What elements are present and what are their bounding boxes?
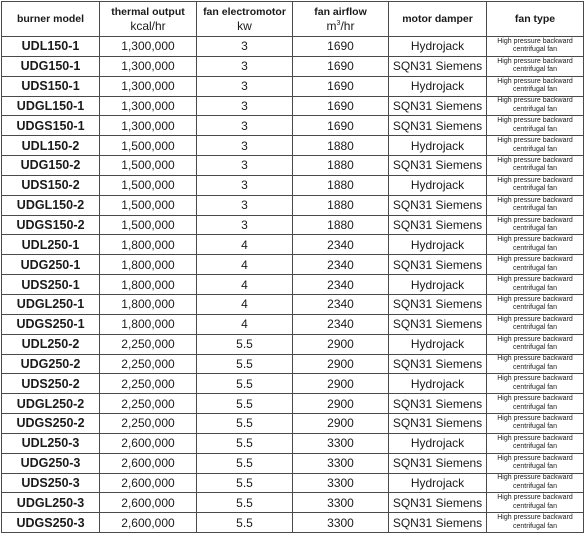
fan-type-line: High pressure backward	[497, 57, 573, 65]
cell-motor-damper: SQN31 Siemens	[389, 314, 487, 334]
table-row	[2, 76, 584, 96]
fan-type-line: centrifugal fan	[513, 86, 557, 94]
cell-fan-electromotor: 3	[197, 116, 293, 136]
cell-fan-type	[487, 453, 584, 473]
cell-fan-electromotor: 5.5	[197, 334, 293, 354]
cell-fan-electromotor: 4	[197, 294, 293, 314]
cell-motor-damper: SQN31 Siemens	[389, 294, 487, 314]
cell-burner-model: UDGS250-2	[2, 414, 100, 434]
fan-type-line: centrifugal fan	[513, 304, 557, 312]
cell-burner-model: UDS250-2	[2, 374, 100, 394]
cell-fan-type	[487, 76, 584, 96]
cell-fan-airflow: 1690	[293, 37, 389, 57]
cell-fan-airflow: 3300	[293, 513, 389, 533]
fan-type-line: High pressure backward	[497, 137, 573, 145]
cell-fan-airflow: 1690	[293, 116, 389, 136]
fan-type-line: High pressure backward	[497, 77, 573, 85]
cell-motor-damper: SQN31 Siemens	[389, 96, 487, 116]
burner-spec-table	[1, 1, 584, 533]
fan-type-line: High pressure backward	[497, 176, 573, 184]
table-row	[2, 453, 584, 473]
cell-motor-damper: SQN31 Siemens	[389, 354, 487, 374]
cell-motor-damper: SQN31 Siemens	[389, 453, 487, 473]
cell-burner-model: UDL250-1	[2, 235, 100, 255]
cell-burner-model: UDG150-2	[2, 156, 100, 176]
cell-thermal-output: 1,800,000	[100, 275, 197, 295]
cell-fan-airflow: 2900	[293, 414, 389, 434]
fan-type-line: centrifugal fan	[513, 443, 557, 451]
header-fan-electromotor	[197, 2, 293, 37]
cell-motor-damper: SQN31 Siemens	[389, 116, 487, 136]
fan-type-line: High pressure backward	[497, 117, 573, 125]
cell-fan-type	[487, 175, 584, 195]
fan-type-line: High pressure backward	[497, 37, 573, 45]
table-row	[2, 473, 584, 493]
cell-fan-airflow: 3300	[293, 473, 389, 493]
cell-burner-model: UDG250-2	[2, 354, 100, 374]
fan-type-line: centrifugal fan	[513, 502, 557, 510]
table-row	[2, 294, 584, 314]
cell-fan-electromotor: 4	[197, 235, 293, 255]
table-row	[2, 195, 584, 215]
fan-type-line: High pressure backward	[497, 256, 573, 264]
cell-thermal-output: 2,600,000	[100, 453, 197, 473]
cell-thermal-output: 1,800,000	[100, 255, 197, 275]
cell-fan-airflow: 3300	[293, 493, 389, 513]
cell-fan-electromotor: 3	[197, 136, 293, 156]
cell-fan-type	[487, 374, 584, 394]
cell-fan-airflow: 1690	[293, 96, 389, 116]
header-motor-damper	[389, 2, 487, 37]
cell-fan-electromotor: 3	[197, 96, 293, 116]
table-row	[2, 433, 584, 453]
table-row	[2, 513, 584, 533]
cell-fan-type	[487, 414, 584, 434]
fan-type-line: centrifugal fan	[513, 363, 557, 371]
table-row	[2, 136, 584, 156]
fan-type-line: centrifugal fan	[513, 46, 557, 54]
cell-thermal-output: 2,250,000	[100, 414, 197, 434]
cell-fan-airflow: 3300	[293, 453, 389, 473]
fan-type-line: High pressure backward	[497, 355, 573, 363]
fan-type-line: High pressure backward	[497, 434, 573, 442]
fan-type-line: High pressure backward	[497, 395, 573, 403]
cell-burner-model: UDGS150-2	[2, 215, 100, 235]
header-fan-type	[487, 2, 584, 37]
cell-fan-type	[487, 255, 584, 275]
fan-type-line: High pressure backward	[497, 295, 573, 303]
cell-motor-damper: Hydrojack	[389, 334, 487, 354]
fan-type-line: centrifugal fan	[513, 145, 557, 153]
cell-thermal-output: 1,800,000	[100, 314, 197, 334]
fan-type-line: centrifugal fan	[513, 225, 557, 233]
table-body	[2, 37, 584, 533]
fan-type-line: centrifugal fan	[513, 403, 557, 411]
cell-fan-type	[487, 156, 584, 176]
cell-burner-model: UDL150-2	[2, 136, 100, 156]
cell-burner-model: UDGL250-2	[2, 394, 100, 414]
cell-motor-damper: Hydrojack	[389, 76, 487, 96]
cell-thermal-output: 2,250,000	[100, 334, 197, 354]
cell-motor-damper: Hydrojack	[389, 235, 487, 255]
cell-fan-electromotor: 5.5	[197, 394, 293, 414]
table-row	[2, 374, 584, 394]
table-row	[2, 116, 584, 136]
cell-thermal-output: 2,600,000	[100, 433, 197, 453]
cell-burner-model: UDG250-3	[2, 453, 100, 473]
cell-fan-airflow: 2900	[293, 374, 389, 394]
cell-fan-type	[487, 493, 584, 513]
cell-fan-type	[487, 96, 584, 116]
cell-burner-model: UDG150-1	[2, 56, 100, 76]
cell-burner-model: UDS150-2	[2, 175, 100, 195]
table-row	[2, 275, 584, 295]
cell-thermal-output: 1,800,000	[100, 294, 197, 314]
cell-fan-airflow: 1880	[293, 195, 389, 215]
header-title: fan electromotor	[203, 5, 286, 18]
cell-fan-type	[487, 275, 584, 295]
cell-fan-type	[487, 473, 584, 493]
cell-fan-electromotor: 3	[197, 76, 293, 96]
table-row	[2, 175, 584, 195]
table-row	[2, 235, 584, 255]
fan-type-line: centrifugal fan	[513, 264, 557, 272]
header-title: motor damper	[402, 12, 473, 25]
cell-fan-electromotor: 5.5	[197, 513, 293, 533]
cell-fan-airflow: 1880	[293, 136, 389, 156]
cell-fan-electromotor: 5.5	[197, 453, 293, 473]
cell-motor-damper: Hydrojack	[389, 37, 487, 57]
fan-type-line: centrifugal fan	[513, 66, 557, 74]
fan-type-line: High pressure backward	[497, 276, 573, 284]
cell-motor-damper: SQN31 Siemens	[389, 56, 487, 76]
cell-fan-electromotor: 3	[197, 156, 293, 176]
cell-fan-type	[487, 513, 584, 533]
cell-motor-damper: Hydrojack	[389, 175, 487, 195]
header-row	[2, 2, 584, 37]
cell-fan-airflow: 2340	[293, 314, 389, 334]
header-unit	[293, 19, 388, 33]
cell-fan-type	[487, 394, 584, 414]
cell-fan-electromotor: 4	[197, 314, 293, 334]
cell-thermal-output: 1,300,000	[100, 96, 197, 116]
fan-type-line: centrifugal fan	[513, 463, 557, 471]
cell-burner-model: UDGL250-1	[2, 294, 100, 314]
cell-motor-damper: SQN31 Siemens	[389, 215, 487, 235]
fan-type-line: centrifugal fan	[513, 482, 557, 490]
cell-fan-airflow: 1880	[293, 175, 389, 195]
fan-type-line: High pressure backward	[497, 474, 573, 482]
cell-fan-electromotor: 4	[197, 255, 293, 275]
cell-thermal-output: 2,600,000	[100, 473, 197, 493]
cell-motor-damper: SQN31 Siemens	[389, 493, 487, 513]
table-row	[2, 96, 584, 116]
unit-base: m	[326, 18, 337, 33]
cell-fan-airflow: 1690	[293, 56, 389, 76]
table-row	[2, 37, 584, 57]
cell-fan-type	[487, 116, 584, 136]
cell-fan-type	[487, 354, 584, 374]
table-row	[2, 56, 584, 76]
fan-type-line: centrifugal fan	[513, 125, 557, 133]
cell-burner-model: UDL250-3	[2, 433, 100, 453]
fan-type-line: centrifugal fan	[513, 185, 557, 193]
cell-fan-airflow: 2340	[293, 255, 389, 275]
table-row	[2, 314, 584, 334]
cell-thermal-output: 2,600,000	[100, 493, 197, 513]
cell-fan-airflow: 1880	[293, 215, 389, 235]
header-thermal-output	[100, 2, 197, 37]
fan-type-line: centrifugal fan	[513, 284, 557, 292]
cell-motor-damper: SQN31 Siemens	[389, 513, 487, 533]
cell-fan-type	[487, 37, 584, 57]
cell-fan-type	[487, 215, 584, 235]
fan-type-line: centrifugal fan	[513, 324, 557, 332]
header-burner-model	[2, 2, 100, 37]
table-row	[2, 255, 584, 275]
unit-superscript: 3	[336, 19, 341, 27]
fan-type-line: High pressure backward	[497, 196, 573, 204]
cell-motor-damper: SQN31 Siemens	[389, 156, 487, 176]
cell-thermal-output: 1,500,000	[100, 195, 197, 215]
cell-fan-type	[487, 195, 584, 215]
fan-type-line: centrifugal fan	[513, 344, 557, 352]
cell-fan-electromotor: 5.5	[197, 374, 293, 394]
header-title: fan type	[514, 12, 556, 25]
fan-type-line: centrifugal fan	[513, 205, 557, 213]
cell-motor-damper: SQN31 Siemens	[389, 255, 487, 275]
cell-fan-airflow: 2900	[293, 394, 389, 414]
cell-fan-type	[487, 136, 584, 156]
cell-fan-electromotor: 5.5	[197, 433, 293, 453]
fan-type-line: centrifugal fan	[513, 244, 557, 252]
cell-motor-damper: SQN31 Siemens	[389, 394, 487, 414]
cell-fan-airflow: 2340	[293, 275, 389, 295]
cell-motor-damper: SQN31 Siemens	[389, 195, 487, 215]
fan-type-line: centrifugal fan	[513, 165, 557, 173]
fan-type-line: High pressure backward	[497, 335, 573, 343]
fan-type-line: High pressure backward	[497, 494, 573, 502]
table-header	[2, 2, 584, 37]
cell-thermal-output: 2,600,000	[100, 513, 197, 533]
header-title: thermal output	[111, 5, 185, 18]
fan-type-line: High pressure backward	[497, 97, 573, 105]
cell-motor-damper: Hydrojack	[389, 136, 487, 156]
header-fan-airflow	[293, 2, 389, 37]
cell-fan-type	[487, 56, 584, 76]
fan-type-line: High pressure backward	[497, 375, 573, 383]
cell-motor-damper: Hydrojack	[389, 473, 487, 493]
header-title: burner model	[16, 12, 85, 25]
cell-burner-model: UDGL150-2	[2, 195, 100, 215]
cell-thermal-output: 1,500,000	[100, 215, 197, 235]
header-title: fan airflow	[314, 5, 367, 18]
fan-type-line: High pressure backward	[497, 156, 573, 164]
cell-fan-type	[487, 334, 584, 354]
cell-motor-damper: Hydrojack	[389, 275, 487, 295]
cell-motor-damper: Hydrojack	[389, 433, 487, 453]
cell-fan-electromotor: 3	[197, 195, 293, 215]
cell-thermal-output: 1,500,000	[100, 156, 197, 176]
cell-burner-model: UDL150-1	[2, 37, 100, 57]
cell-burner-model: UDGL250-3	[2, 493, 100, 513]
fan-type-line: High pressure backward	[497, 454, 573, 462]
fan-type-line: High pressure backward	[497, 216, 573, 224]
cell-burner-model: UDGS250-1	[2, 314, 100, 334]
cell-fan-electromotor: 3	[197, 37, 293, 57]
cell-fan-electromotor: 5.5	[197, 414, 293, 434]
cell-burner-model: UDS250-1	[2, 275, 100, 295]
cell-burner-model: UDGS250-3	[2, 513, 100, 533]
header-unit: kw	[237, 18, 252, 33]
cell-thermal-output: 1,300,000	[100, 56, 197, 76]
table-row	[2, 215, 584, 235]
cell-fan-electromotor: 5.5	[197, 473, 293, 493]
fan-type-line: High pressure backward	[497, 315, 573, 323]
cell-burner-model: UDL250-2	[2, 334, 100, 354]
cell-burner-model: UDG250-1	[2, 255, 100, 275]
cell-burner-model: UDGS150-1	[2, 116, 100, 136]
cell-fan-electromotor: 3	[197, 175, 293, 195]
table-row	[2, 414, 584, 434]
fan-type-line: centrifugal fan	[513, 522, 557, 530]
cell-fan-airflow: 2900	[293, 354, 389, 374]
cell-fan-electromotor: 4	[197, 275, 293, 295]
cell-burner-model: UDGL150-1	[2, 96, 100, 116]
cell-fan-airflow: 2340	[293, 235, 389, 255]
fan-type-line: centrifugal fan	[513, 423, 557, 431]
table-row	[2, 394, 584, 414]
cell-fan-airflow: 1880	[293, 156, 389, 176]
fan-type-line: High pressure backward	[497, 514, 573, 522]
cell-burner-model: UDS150-1	[2, 76, 100, 96]
cell-fan-type	[487, 433, 584, 453]
cell-thermal-output: 2,250,000	[100, 394, 197, 414]
table-row	[2, 334, 584, 354]
fan-type-line: High pressure backward	[497, 236, 573, 244]
cell-fan-airflow: 3300	[293, 433, 389, 453]
cell-fan-airflow: 2340	[293, 294, 389, 314]
fan-type-line: High pressure backward	[497, 414, 573, 422]
cell-thermal-output: 1,300,000	[100, 76, 197, 96]
cell-motor-damper: SQN31 Siemens	[389, 414, 487, 434]
cell-thermal-output: 2,250,000	[100, 354, 197, 374]
cell-thermal-output: 1,500,000	[100, 136, 197, 156]
cell-fan-electromotor: 5.5	[197, 354, 293, 374]
cell-thermal-output: 1,300,000	[100, 37, 197, 57]
cell-fan-type	[487, 314, 584, 334]
cell-motor-damper: Hydrojack	[389, 374, 487, 394]
cell-fan-electromotor: 3	[197, 56, 293, 76]
cell-burner-model: UDS250-3	[2, 473, 100, 493]
header-unit: kcal/hr	[130, 18, 166, 33]
table-row	[2, 354, 584, 374]
cell-fan-airflow: 1690	[293, 76, 389, 96]
cell-fan-electromotor: 3	[197, 215, 293, 235]
cell-thermal-output: 2,250,000	[100, 374, 197, 394]
cell-fan-airflow: 2900	[293, 334, 389, 354]
cell-thermal-output: 1,300,000	[100, 116, 197, 136]
unit-rest: /hr	[340, 18, 355, 33]
table-row	[2, 493, 584, 513]
cell-thermal-output: 1,500,000	[100, 175, 197, 195]
cell-fan-electromotor: 5.5	[197, 493, 293, 513]
fan-type-line: centrifugal fan	[513, 383, 557, 391]
cell-fan-type	[487, 294, 584, 314]
cell-thermal-output: 1,800,000	[100, 235, 197, 255]
cell-fan-type	[487, 235, 584, 255]
fan-type-line: centrifugal fan	[513, 105, 557, 113]
table-row	[2, 156, 584, 176]
